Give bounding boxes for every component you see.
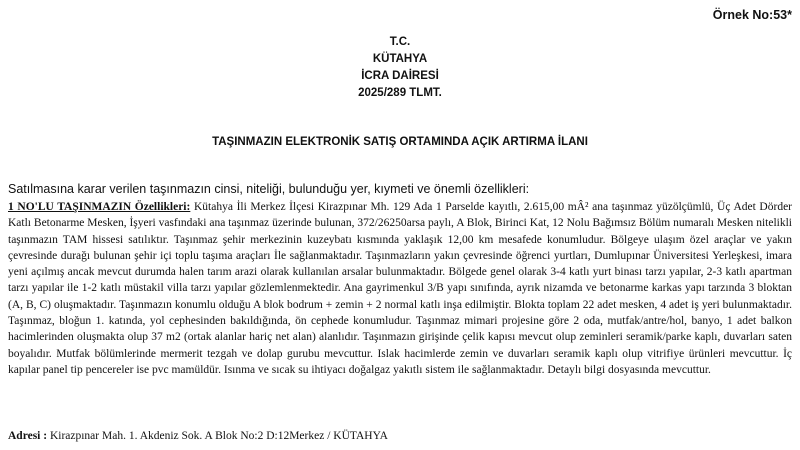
announcement-title: TAŞINMAZIN ELEKTRONİK SATIŞ ORTAMINDA AÇIK ARTIRMA İLANI <box>212 136 588 148</box>
property-description: Kütahya İli Merkez İlçesi Kirazpınar Mh. 129 Ada 1 Parselde kayıtlı, 2.615,00 mÂ² ana taşınmaz yüzölçümlü, Üç Adet Dörder Katlı Betonarme Mesken, İşyeri vasfındaki ana taşınmaz üzerinde bulunan, 372/26250arsa paylı, A Blok, Birinci Kat, 12 Nolu Bağımsız Bölüm numaralı Mesken nitelikli taşınmazın TAM hissesi satılıktır. Taşınmaz şehir merkezinin kuzeybatı kısmında yaklaşık 12,00 km mesafede konumludur. Bölgeye ulaşım özel araçlar ve yakın çevresinde durağı bulunan şehir içi toplu taşıma araçları İle sağlanmaktadır. Taşınmazların yakın çevresinde öğrenci yurtları, Dumlupınar Üniversitesi Yerleşkesi, imara yeni açılmış ancak mevcut durumda halen tarım arazi olarak kullanılan arsalar bulunmaktadır. Bölgede genel olarak 3-4 katlı yurt binası tarzı yapılar, 2-3 katlı apartman tarzı yapılar ile 1-2 katlı müstakil villa tarzı yapılar gözlemlenmektedir. Ana gayrimenkul 3/B yapı sınıfında, ayrık nizamda ve betonarme karkas yapı tarzında 3 bloktan (A, B, C) oluşmaktadır. Taşınmazın konumlu olduğu A blok bodrum + zemin + 2 normal katlı inşa edilmiştir. Blokta toplam 22 adet mesken, 4 adet iş yeri bulunmaktadır. Taşınmaz, bloğun 1. katında, yol cephesinden bakıldığında, ön cephede konumludur. Taşınmaz mimari projesine göre 2 oda, mutfak/antre/hol, banyo, 1 adet balkon hacimlerinden oluşmakta olup 37 m2 (ortak alanlar hariç net alan) alanlıdır. Taşınmazın girişinde çelik kapısı mevcut olup zeminleri seramik/parke kaplı, duvarları saten boyalıdır. Mutfak bölümlerinde mermerit tezgah ve dolap gurubu mevcuttur. Islak hacimlerde zemin ve duvarları seramik kaplı olup vitrifiye ürünleri mevcuttur. İç kapılar panel tip pencereler ise pvc mamüldür. Isınma ve sıcak su ihtiyacı doğalgaz yakıtlı sistem ile sağlanmaktadır. Detaylı bilgi dosyasında mevcuttur. <box>8 201 792 376</box>
address-line <box>8 430 388 442</box>
document-header <box>0 34 800 102</box>
property-heading: 1 NO'LU TAŞINMAZIN Özellikleri: <box>8 201 191 213</box>
address-value: Kirazpınar Mah. 1. Akdeniz Sok. A Blok No:2 D:12Merkez / KÜTAHYA <box>47 430 388 442</box>
header-country: T.C. <box>389 36 411 48</box>
header-file-number: 2025/289 TLMT. <box>358 87 442 99</box>
address-label: Adresi : <box>8 430 48 442</box>
header-city: KÜTAHYA <box>372 53 428 65</box>
intro-text: Satılmasına karar verilen taşınmazın cinsi, niteliği, bulunduğu yer, kıymeti ve önemli özellikleri: <box>8 182 530 196</box>
property-description-block <box>8 199 792 378</box>
sample-number: Örnek No:53* <box>712 8 792 22</box>
header-office: İCRA DAİRESİ <box>361 70 439 82</box>
